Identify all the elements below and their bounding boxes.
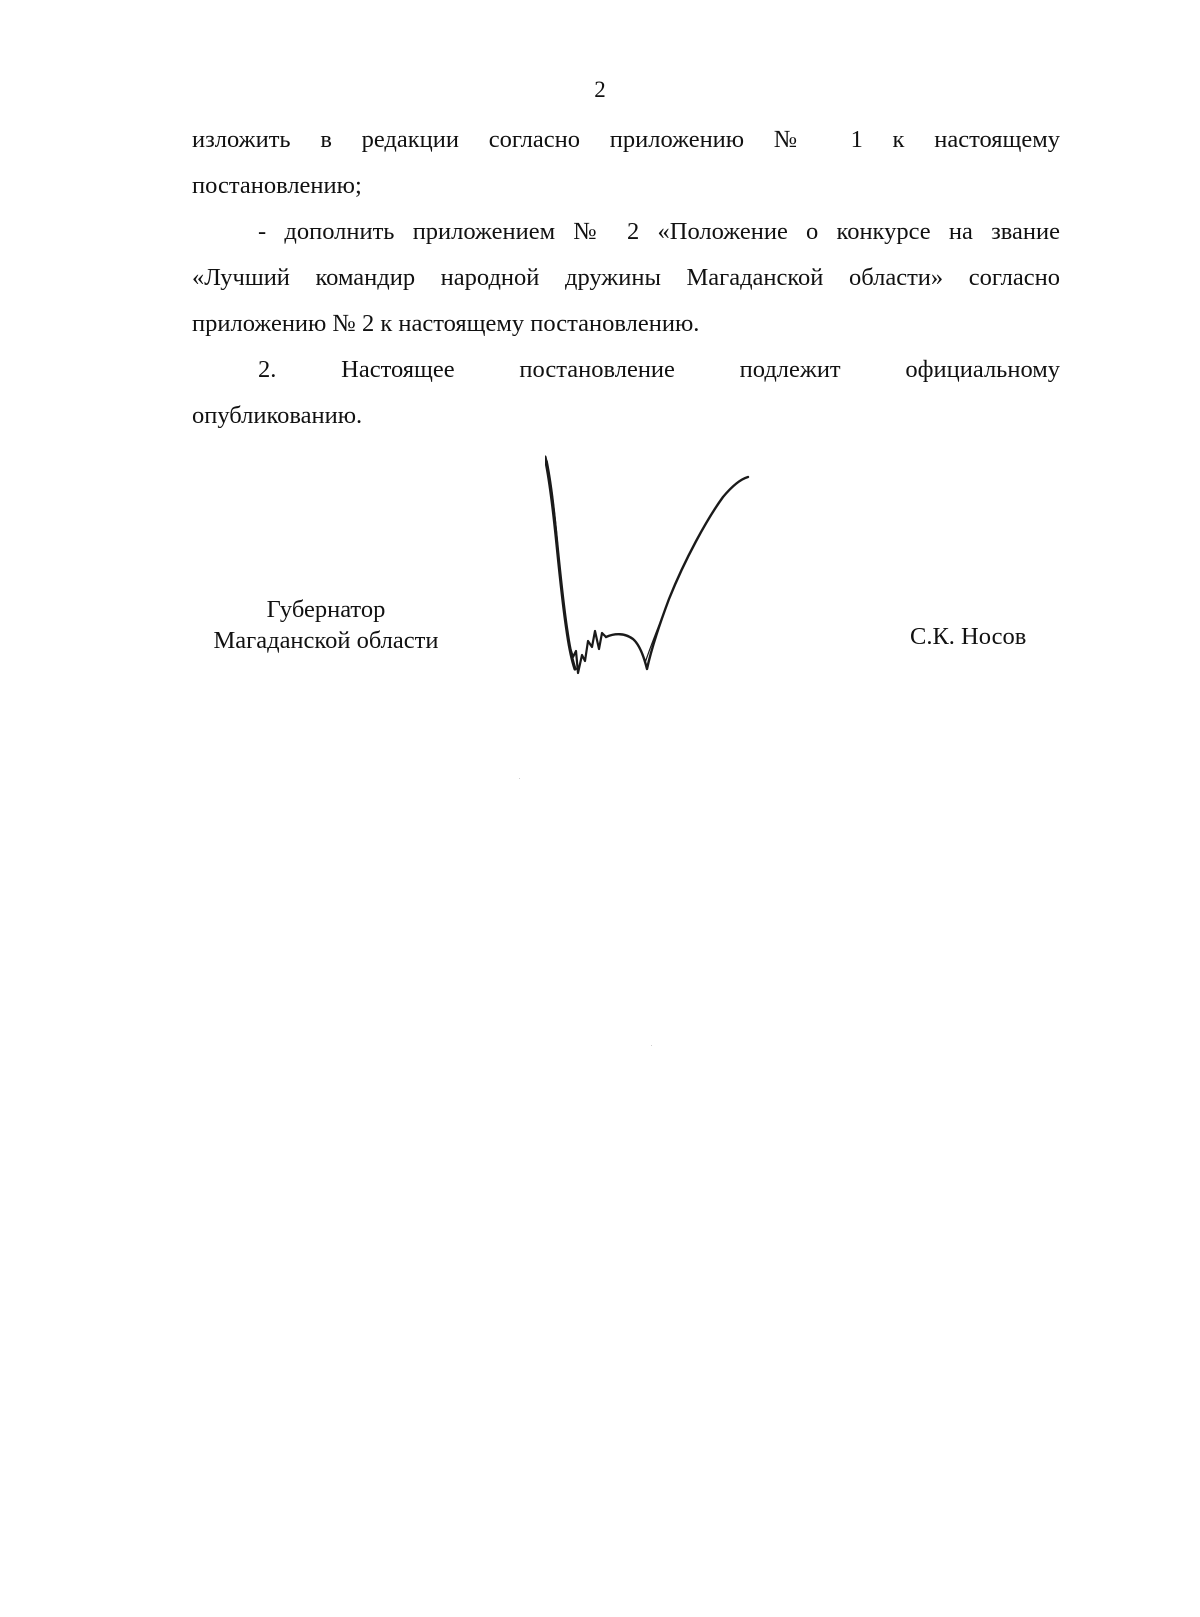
- handwritten-signature: [545, 455, 775, 690]
- paragraph-2-line-1: - дополнить приложением № 2 «Положение о конкурсе на звание: [258, 218, 1060, 245]
- scan-speck: [651, 1045, 652, 1046]
- signatory-position-line-1: Губернатор: [266, 596, 386, 623]
- paragraph-3-line-2: опубликованию.: [192, 402, 363, 429]
- page-number: 2: [594, 77, 606, 102]
- paragraph-2-line-3: приложению № 2 к настоящему постановлению.: [192, 310, 700, 337]
- paragraph-1-line-2: постановлению;: [192, 172, 362, 199]
- paragraph-1-line-1: изложить в редакции согласно приложению № 1 к настоящему: [192, 126, 1060, 153]
- scan-speck: [519, 778, 520, 779]
- paragraph-2-line-2: «Лучший командир народной дружины Магаданской области» согласно: [192, 264, 1060, 291]
- paragraph-3-line-1: 2. Настоящее постановление подлежит официальному: [258, 356, 1060, 383]
- signatory-position-line-2: Магаданской области: [213, 627, 439, 654]
- paragraph-2: [192, 209, 1060, 347]
- signatory-name: С.К. Носов: [910, 623, 1027, 650]
- paragraph-1: [192, 117, 1060, 209]
- signatory-position: [196, 594, 456, 656]
- document-body: [192, 117, 1060, 439]
- paragraph-3: [192, 347, 1060, 439]
